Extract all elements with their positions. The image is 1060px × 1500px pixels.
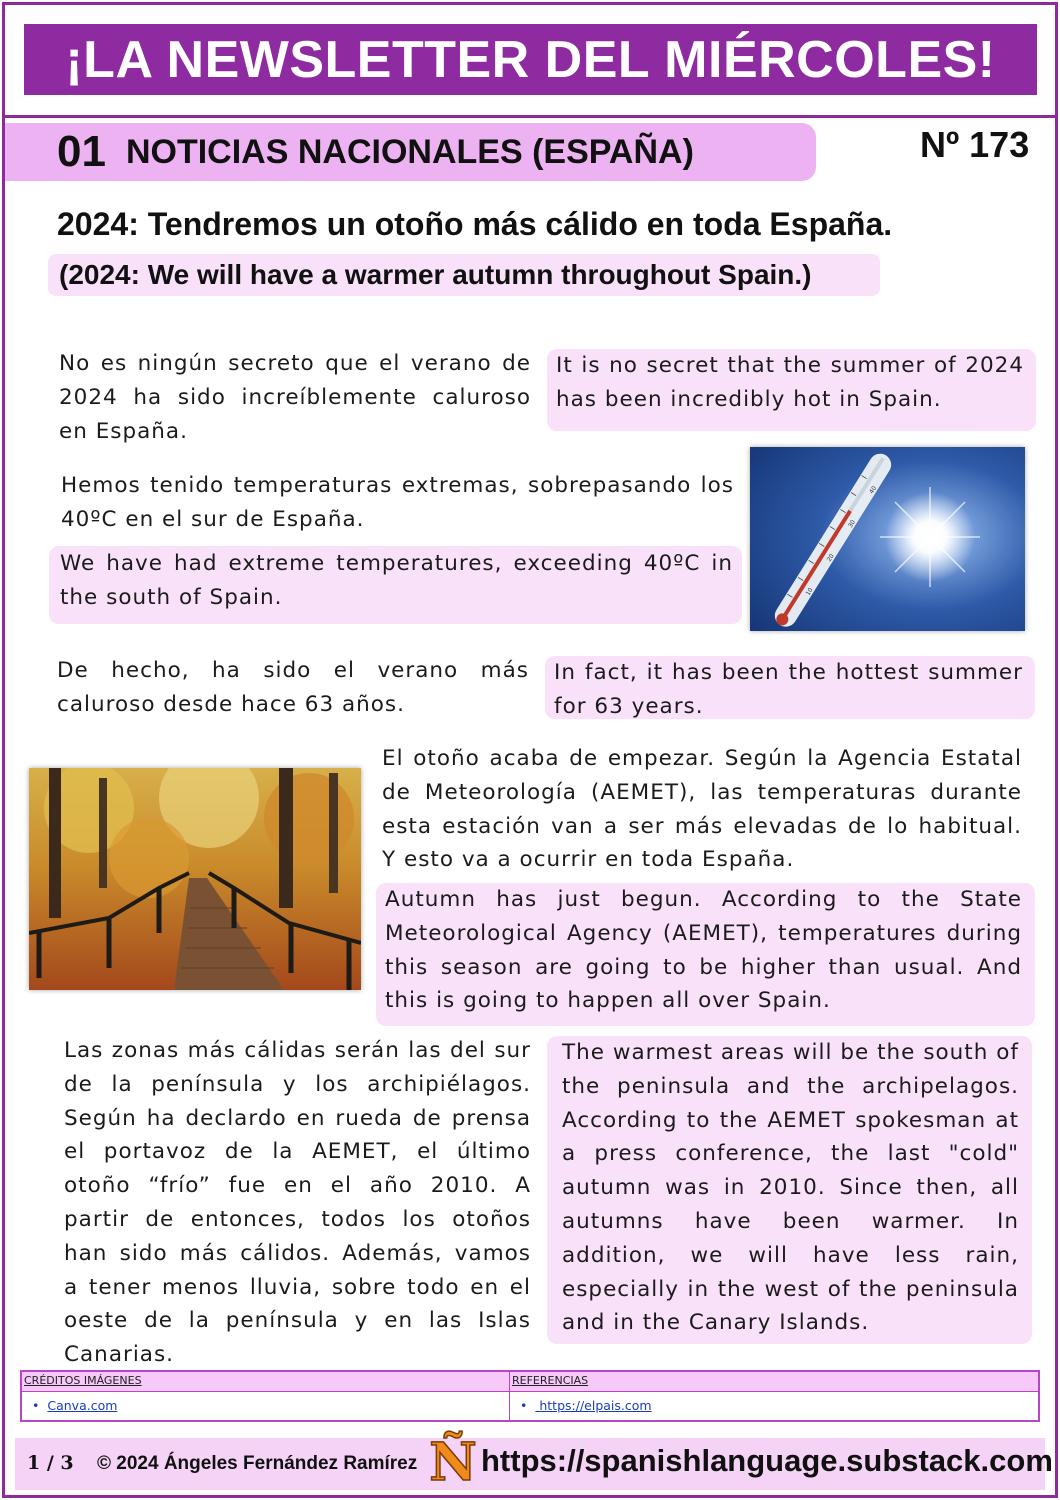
paragraph-3-spanish: De hecho, ha sido el verano más caluroso desde hace 63 años.	[57, 658, 529, 717]
section-number: 01	[57, 127, 106, 176]
paragraph-1-spanish: No es ningún secreto que el verano de 2024 ha sido increíblemente caluroso en España.	[59, 351, 531, 444]
paragraph-2-translation-box	[49, 546, 742, 624]
substack-url-link[interactable]: https://spanishlanguage.substack.com	[481, 1443, 1053, 1478]
autumn-boardwalk-illustration	[29, 768, 361, 990]
image-credits-header: CRÉDITOS IMÁGENES	[22, 1372, 510, 1392]
paragraph-5-translation-box	[547, 1036, 1032, 1344]
references-table	[20, 1370, 1040, 1422]
paragraph-1-english: It is no secret that the summer of 2024 has been incredibly hot in Spain.	[556, 353, 1024, 412]
newsletter-title-banner	[24, 24, 1037, 95]
image-credits-cell	[22, 1392, 510, 1420]
section-title: NOTICIAS NACIONALES (ESPAÑA)	[125, 132, 694, 171]
paragraph-1-translation-box	[547, 349, 1036, 431]
logo-enye-icon	[428, 1428, 478, 1484]
page-number: 1 / 3	[27, 1452, 74, 1474]
thermometer-sun-photo	[750, 447, 1025, 631]
section-header	[5, 123, 816, 181]
article-headline: 2024: Tendremos un otoño más cálido en toda España.	[57, 206, 893, 242]
paragraph-3-translation-box	[545, 656, 1035, 719]
paragraph-2-english: We have had extreme temperatures, exceeding 40ºC in the south of Spain.	[60, 551, 733, 610]
article-subheadline-box	[48, 254, 880, 296]
thermometer-tick-label: 20	[825, 552, 836, 563]
paragraph-4-translation-box	[376, 883, 1035, 1026]
bullet-icon: •	[520, 1398, 528, 1413]
paragraph-5-spanish: Las zonas más cálidas serán las del sur de la península y los archipiélagos. Según ha declardo en rueda de prensa el portavoz de la AEMET, el último otoño “frío” fue en el año 2010. A partir de entonces, todos los otoños han sido más cálidos. Además, vamos a tener menos lluvia, sobre todo en el oeste de la península y en las Islas Canarias.	[64, 1038, 531, 1368]
thermometer-tick-label: 10	[804, 586, 815, 597]
references-cell	[510, 1392, 1038, 1420]
paragraph-4-english: Autumn has just begun. According to the State Meteorological Agency (AEMET), temperatures during this season are going to be higher than usual. And this is going to happen all over Spain.	[385, 887, 1022, 1014]
copyright-notice: © 2024 Ángeles Fernández Ramírez	[97, 1453, 418, 1474]
header-divider	[2, 115, 1058, 118]
newsletter-title: ¡LA NEWSLETTER DEL MIÉRCOLES!	[65, 30, 996, 89]
bullet-icon: •	[32, 1398, 40, 1413]
thermometer-sun-illustration	[750, 447, 1025, 631]
paragraph-3-english: In fact, it has been the hottest summer for 63 years.	[554, 660, 1023, 719]
logo-letter: Ñ	[429, 1432, 477, 1484]
autumn-boardwalk-photo	[29, 768, 361, 990]
canva-link[interactable]: Canva.com	[47, 1398, 118, 1413]
references-header: REFERENCIAS	[510, 1372, 1038, 1392]
paragraph-2-spanish: Hemos tenido temperaturas extremas, sobrepasando los 40ºC en el sur de España.	[61, 473, 734, 532]
elpais-link[interactable]: https://elpais.com	[535, 1398, 652, 1413]
thermometer-tick-label: 30	[846, 518, 857, 530]
issue-number: Nº 173	[920, 124, 1030, 165]
article-subheadline: (2024: We will have a warmer autumn throughout Spain.)	[59, 259, 812, 290]
paragraph-4-spanish: El otoño acaba de empezar. Según la Agencia Estatal de Meteorología (AEMET), las temperaturas durante esta estación van a ser más elevadas de lo habitual. Y esto va a ocurrir en toda España.	[382, 746, 1022, 873]
paragraph-5-english: The warmest areas will be the south of the peninsula and the archipelagos. According to the AEMET spokesman at a press conference, the last "cold" autumn was in 2010. Since then, all autumns have been warmer. In addition, we will have less rain, especially in the west of the peninsula and in the Canary Islands.	[562, 1040, 1019, 1336]
thermometer-tick-label: 40	[868, 484, 879, 496]
